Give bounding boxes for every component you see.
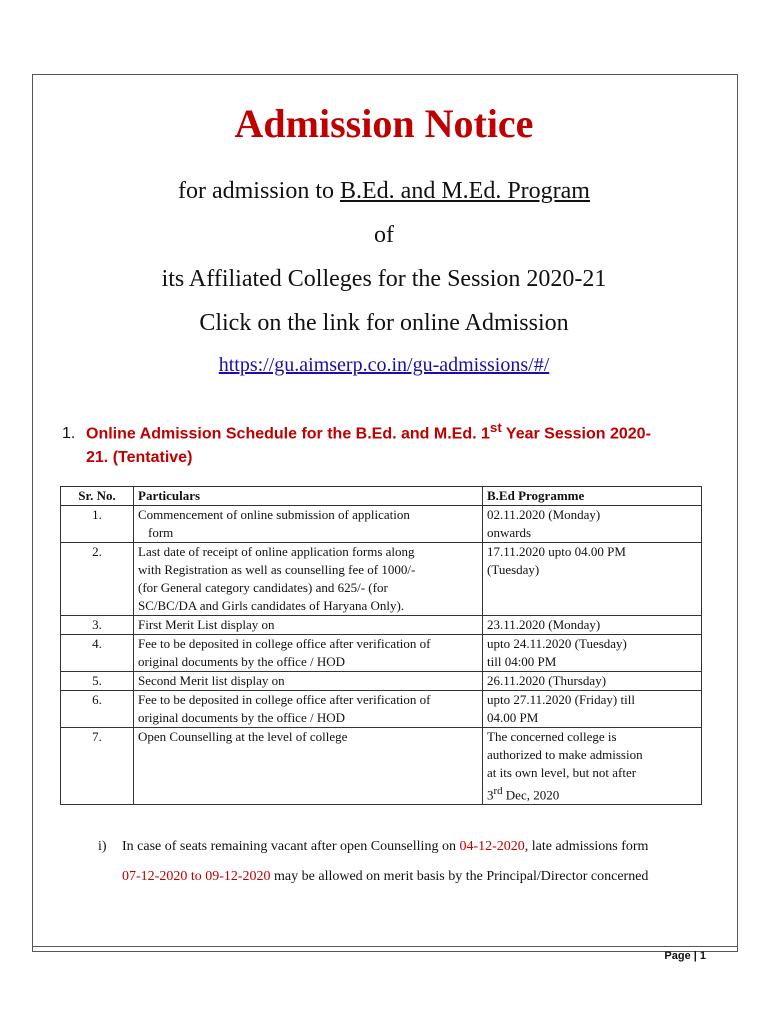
- row-particulars: [134, 543, 483, 616]
- row-bed: [483, 728, 702, 805]
- subtitle-line-1: [0, 178, 768, 205]
- cell-line: 26.11.2020 (Thursday): [487, 673, 607, 688]
- table-row: [61, 506, 702, 543]
- table-row: [61, 635, 702, 672]
- heading-line2: 21. (Tentative): [86, 449, 193, 467]
- note-date1: 04-12-2020: [459, 839, 525, 854]
- cell-line: at its own level, but not after: [487, 765, 637, 780]
- cell-line: upto 24.11.2020 (Tuesday): [487, 636, 627, 651]
- heading-sup: st: [489, 420, 502, 435]
- row-sr: 7.: [61, 728, 134, 805]
- cell-line: The concerned college is: [487, 729, 617, 744]
- cell-line: 02.11.2020 (Monday): [487, 507, 601, 522]
- cell-line: 17.11.2020 upto 04.00 PM: [487, 544, 626, 559]
- section-heading: [62, 416, 722, 470]
- row-particulars: [134, 691, 483, 728]
- subtitle-of: of: [374, 222, 394, 248]
- cell-line: Commencement of online submission of application: [138, 507, 410, 522]
- note-date2: 07-12-2020 to 09-12-2020: [122, 869, 271, 884]
- heading-part1: Online Admission Schedule for the B.Ed. and M.Ed. 1: [86, 425, 490, 443]
- cell-line: 23.11.2020 (Monday): [487, 617, 601, 632]
- table-header-row: [61, 487, 702, 506]
- note-text3: may be allowed on merit basis by the Principal/Director concerned: [270, 869, 649, 884]
- cell-line: Fee to be deposited in college office after verification of: [138, 636, 431, 651]
- row-particulars: [134, 672, 483, 691]
- cell-line: upto 27.11.2020 (Friday) till: [487, 692, 635, 707]
- row-sr: 4.: [61, 635, 134, 672]
- subtitle-colleges: its Affiliated Colleges for the Session 2020-21: [161, 266, 607, 292]
- row-sr: 1.: [61, 506, 134, 543]
- cell-line: (for General category candidates) and 625/- (for: [138, 580, 388, 595]
- cell-line: Open Counselling at the level of college: [138, 729, 348, 744]
- table-row: [61, 543, 702, 616]
- header-particulars: Particulars: [134, 487, 483, 506]
- header-bed: B.Ed Programme: [483, 487, 702, 506]
- cell-line: original documents by the office / HOD: [138, 710, 345, 725]
- date-sup: rd: [493, 785, 503, 797]
- row-sr: 2.: [61, 543, 134, 616]
- date-rest: Dec, 2020: [502, 787, 560, 803]
- row-sr: 5.: [61, 672, 134, 691]
- row-sr: 6.: [61, 691, 134, 728]
- table-row: [61, 691, 702, 728]
- footer-divider: [32, 946, 738, 947]
- note-text1: In case of seats remaining vacant after open Counselling on: [122, 839, 460, 854]
- cell-line: Last date of receipt of online application forms along: [138, 544, 415, 559]
- cell-line: with Registration as well as counselling fee of 1000/-: [138, 562, 416, 577]
- row-particulars: [134, 506, 483, 543]
- cell-line: form: [148, 525, 174, 540]
- cell-line: First Merit List display on: [138, 617, 275, 632]
- row-particulars: [134, 728, 483, 805]
- program-name: B.Ed. and M.Ed. Program: [340, 178, 590, 204]
- table-row: [61, 616, 702, 635]
- cell-line: authorized to make admission: [487, 747, 643, 762]
- page-number: Page | 1: [664, 950, 706, 962]
- note-text2: , late admissions form: [524, 839, 649, 854]
- heading-part2: Year Session 2020-: [501, 425, 651, 443]
- cell-line: onwards: [487, 525, 532, 540]
- table-row: [61, 672, 702, 691]
- cell-line: Second Merit list display on: [138, 673, 285, 688]
- row-particulars: [134, 616, 483, 635]
- cell-line: 04.00 PM: [487, 710, 539, 725]
- row-particulars: [134, 635, 483, 672]
- cell-line: [487, 782, 697, 804]
- subtitle-click: Click on the link for online Admission: [199, 310, 569, 336]
- schedule-table: [60, 486, 702, 805]
- date-day: 3: [487, 787, 494, 803]
- row-bed: [483, 635, 702, 672]
- page-title: Admission Notice: [234, 101, 534, 146]
- cell-line: till 04:00 PM: [487, 654, 557, 669]
- section-number: 1.: [62, 425, 76, 443]
- cell-line: SC/BC/DA and Girls candidates of Haryana Only).: [138, 598, 405, 613]
- note-paragraph: [98, 832, 708, 892]
- cell-line: Fee to be deposited in college office after verification of: [138, 692, 431, 707]
- row-bed: [483, 543, 702, 616]
- cell-line: (Tuesday): [487, 562, 540, 577]
- row-sr: 3.: [61, 616, 134, 635]
- admission-link[interactable]: https://gu.aimserp.co.in/gu-admissions/#/: [218, 354, 550, 376]
- row-bed: [483, 672, 702, 691]
- row-bed: [483, 691, 702, 728]
- table-row: [61, 728, 702, 805]
- note-roman: i): [98, 839, 107, 854]
- row-bed: [483, 506, 702, 543]
- row-bed: [483, 616, 702, 635]
- header-sr: Sr. No.: [61, 487, 134, 506]
- cell-line: original documents by the office / HOD: [138, 654, 345, 669]
- subtitle-prefix: for admission to: [178, 178, 340, 204]
